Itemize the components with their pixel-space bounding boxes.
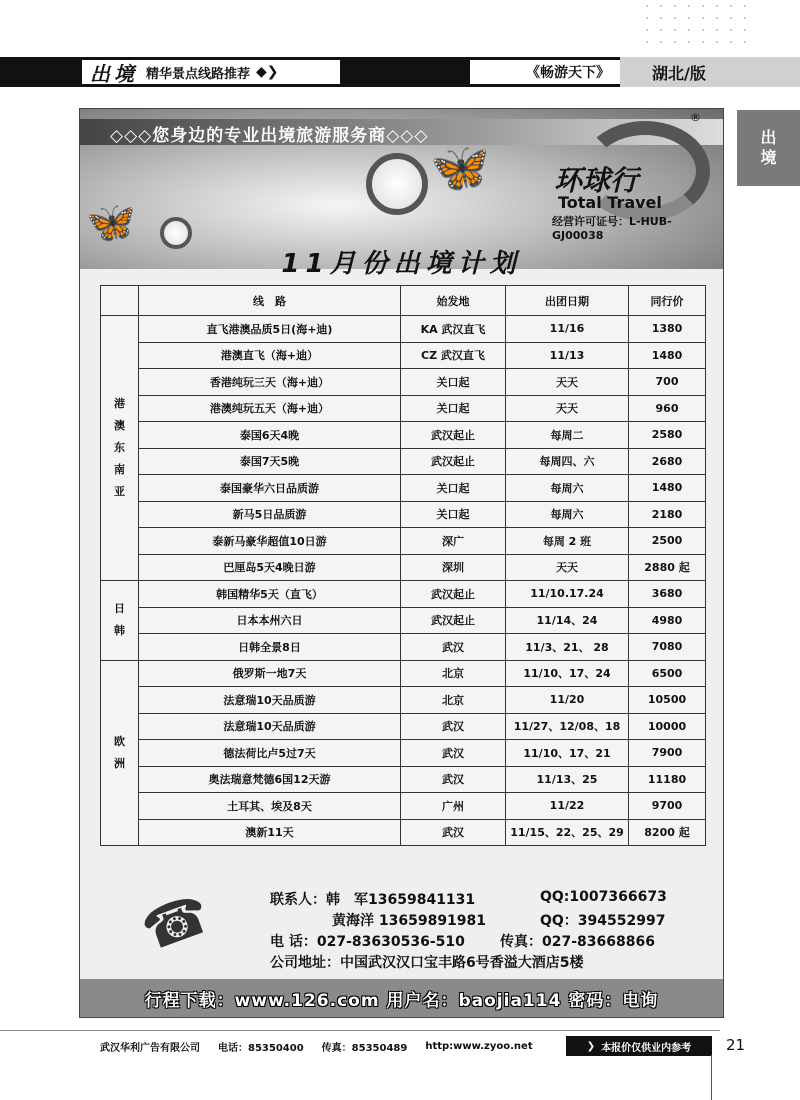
arrow-icon: ❯ — [586, 1040, 596, 1052]
page-footer — [0, 1037, 720, 1055]
region-char: 南 — [114, 463, 125, 476]
price-cell: 7900 — [629, 740, 706, 767]
route-cell: 泰国7天5晚 — [139, 448, 401, 475]
publisher-info — [100, 1037, 533, 1055]
origin-cell: 武汉 — [401, 713, 506, 740]
price-cell: 6500 — [629, 660, 706, 687]
itinerary-table — [100, 285, 706, 846]
route-cell: 巴厘岛5天4晚日游 — [139, 554, 401, 581]
contact-qq: QQ:1007366673 — [540, 889, 667, 905]
departure-date-cell: 每周二 — [506, 422, 629, 449]
origin-cell: 武汉起止 — [401, 422, 506, 449]
contact-tel: 电 话：027-83630536-510 — [270, 934, 465, 950]
departure-date-cell: 11/22 — [506, 793, 629, 820]
price-cell: 1480 — [629, 342, 706, 369]
butterfly-icon: 🦋 — [430, 140, 490, 196]
contact-section — [80, 877, 723, 977]
price-cell: 960 — [629, 395, 706, 422]
table-row — [101, 687, 706, 714]
table-header-row — [101, 286, 706, 316]
price-cell: 2580 — [629, 422, 706, 449]
price-cell: 7080 — [629, 634, 706, 661]
ring-decoration — [366, 153, 428, 215]
departure-date-cell: 11/20 — [506, 687, 629, 714]
route-cell: 直飞港澳品质5日(海+迪) — [139, 316, 401, 343]
contact-qq-2: QQ：394552997 — [540, 913, 666, 929]
route-cell: 泰新马豪华超值10日游 — [139, 528, 401, 555]
route-cell: 韩国精华5天（直飞） — [139, 581, 401, 608]
page-header-bar — [0, 57, 800, 87]
departure-date-cell: 11/27、12/08、18 — [506, 713, 629, 740]
table-row — [101, 581, 706, 608]
price-cell: 1480 — [629, 475, 706, 502]
publisher-tel: 电话：85350400 — [218, 1042, 304, 1054]
table-row — [101, 634, 706, 661]
telephone-icon: ☎ — [133, 881, 219, 964]
route-cell: 泰国豪华六日品质游 — [139, 475, 401, 502]
price-cell: 1380 — [629, 316, 706, 343]
table-row — [101, 342, 706, 369]
price-cell: 700 — [629, 369, 706, 396]
margin-line — [711, 1055, 712, 1100]
region-char: 欧 — [114, 734, 125, 748]
region-cell — [101, 316, 139, 581]
origin-cell: 深圳 — [401, 554, 506, 581]
magazine-name: 《畅游天下》 — [470, 60, 620, 84]
origin-cell: 武汉 — [401, 819, 506, 846]
departure-date-cell: 11/13 — [506, 342, 629, 369]
departure-date-cell: 每周四、六 — [506, 448, 629, 475]
region-cell — [101, 581, 139, 661]
plan-title: 11月份出境计划 — [281, 249, 522, 279]
section-brand: 出境 — [90, 61, 138, 86]
origin-cell: 武汉 — [401, 634, 506, 661]
price-cell: 10000 — [629, 713, 706, 740]
route-cell: 法意瑞10天品质游 — [139, 713, 401, 740]
publisher-fax: 传真：85350489 — [321, 1042, 408, 1054]
region-char: 东 — [114, 441, 125, 454]
origin-cell: 广州 — [401, 793, 506, 820]
table-row — [101, 528, 706, 555]
price-cell: 9700 — [629, 793, 706, 820]
region-char: 韩 — [114, 624, 125, 638]
download-strip — [80, 979, 723, 1017]
table-row — [101, 766, 706, 793]
table-row — [101, 819, 706, 846]
contact-person-2: 黄海洋 13659891981 — [332, 913, 487, 929]
table-row — [101, 607, 706, 634]
departure-date-cell: 天天 — [506, 395, 629, 422]
table-row — [101, 395, 706, 422]
registered-mark: ® — [690, 111, 701, 124]
region-char: 亚 — [114, 485, 125, 498]
footer-divider — [0, 1030, 720, 1031]
publisher-name: 武汉华利广告有限公司 — [100, 1042, 200, 1054]
departure-date-cell: 11/10、17、21 — [506, 740, 629, 767]
price-cell: 2500 — [629, 528, 706, 555]
publisher-url[interactable]: http:www.zyoo.net — [425, 1040, 533, 1052]
price-note — [566, 1036, 712, 1056]
table-row — [101, 740, 706, 767]
departure-date-cell: 11/10.17.24 — [506, 581, 629, 608]
ad-slogan: ◇◇◇您身边的专业出境旅游服务商◇◇◇ — [110, 126, 429, 146]
header-cell: 始发地 — [401, 286, 506, 316]
decorative-dots — [640, 0, 750, 50]
origin-cell: 深广 — [401, 528, 506, 555]
price-cell: 2880 起 — [629, 554, 706, 581]
origin-cell: 关口起 — [401, 395, 506, 422]
route-cell: 土耳其、埃及8天 — [139, 793, 401, 820]
page-number: 21 — [726, 1036, 746, 1054]
price-cell: 2680 — [629, 448, 706, 475]
logo-chinese: 环球行 — [554, 164, 639, 197]
departure-date-cell: 11/16 — [506, 316, 629, 343]
price-cell: 11180 — [629, 766, 706, 793]
table-row — [101, 660, 706, 687]
departure-date-cell: 11/14、24 — [506, 607, 629, 634]
edition-label: 湖北/版 — [620, 57, 800, 87]
table-row — [101, 713, 706, 740]
logo-english: Total Travel — [558, 193, 662, 212]
departure-date-cell: 11/3、21、 28 — [506, 634, 629, 661]
origin-cell: 关口起 — [401, 475, 506, 502]
route-cell: 港澳纯玩五天（海+迪） — [139, 395, 401, 422]
origin-cell: 武汉起止 — [401, 607, 506, 634]
departure-date-cell: 11/13、25 — [506, 766, 629, 793]
table-row — [101, 793, 706, 820]
section-label — [82, 60, 340, 84]
region-char: 日 — [114, 602, 125, 616]
company-address: 公司地址：中国武汉汉口宝丰路6号香溢大酒店5楼 — [270, 955, 584, 971]
route-cell: 日本本州六日 — [139, 607, 401, 634]
route-cell: 泰国6天4晚 — [139, 422, 401, 449]
table-row — [101, 369, 706, 396]
origin-cell: 武汉起止 — [401, 581, 506, 608]
origin-cell: 武汉 — [401, 740, 506, 767]
departure-date-cell: 11/15、22、25、29 — [506, 819, 629, 846]
origin-cell: 关口起 — [401, 501, 506, 528]
section-subtitle: 精华景点线路推荐 — [146, 66, 251, 82]
origin-cell: 北京 — [401, 687, 506, 714]
route-cell: 日韩全景8日 — [139, 634, 401, 661]
table-row — [101, 448, 706, 475]
contact-person: 联系人：韩 军13659841131 — [270, 892, 476, 908]
region-cell — [101, 660, 139, 846]
departure-date-cell: 每周六 — [506, 475, 629, 502]
price-cell: 2180 — [629, 501, 706, 528]
table-row — [101, 554, 706, 581]
region-char: 港 — [114, 397, 125, 410]
departure-date-cell: 11/10、17、24 — [506, 660, 629, 687]
table-row — [101, 501, 706, 528]
license-number: 经营许可证号：L-HUB-GJ00038 — [552, 215, 672, 242]
header-cell — [101, 286, 139, 316]
side-tab-char: 境 — [760, 148, 777, 167]
header-cell: 线 路 — [139, 286, 401, 316]
origin-cell: 关口起 — [401, 369, 506, 396]
route-cell: 香港纯玩三天（海+迪） — [139, 369, 401, 396]
route-cell: 奥法瑞意梵德6国12天游 — [139, 766, 401, 793]
diamond-arrow-icon: ◆❯ — [256, 64, 279, 80]
table-row — [101, 475, 706, 502]
price-cell: 10500 — [629, 687, 706, 714]
price-cell: 8200 起 — [629, 819, 706, 846]
route-cell: 新马5日品质游 — [139, 501, 401, 528]
origin-cell: 武汉起止 — [401, 448, 506, 475]
origin-cell: CZ 武汉直飞 — [401, 342, 506, 369]
route-cell: 法意瑞10天品质游 — [139, 687, 401, 714]
route-cell: 澳新11天 — [139, 819, 401, 846]
header-cell: 出团日期 — [506, 286, 629, 316]
origin-cell: 武汉 — [401, 766, 506, 793]
route-cell: 德法荷比卢5过7天 — [139, 740, 401, 767]
departure-date-cell: 天天 — [506, 369, 629, 396]
origin-cell: 北京 — [401, 660, 506, 687]
route-cell: 俄罗斯一地7天 — [139, 660, 401, 687]
region-char: 洲 — [114, 756, 125, 770]
download-info: 行程下载：www.126.com 用户名：baojia114 密码：电询 — [144, 990, 659, 1011]
departure-date-cell: 天天 — [506, 554, 629, 581]
departure-date-cell: 每周六 — [506, 501, 629, 528]
travel-advertisement — [79, 108, 724, 1018]
contact-fax: 传真：027-83668866 — [500, 934, 655, 950]
header-cell: 同行价 — [629, 286, 706, 316]
route-cell: 港澳直飞（海+迪） — [139, 342, 401, 369]
price-cell: 3680 — [629, 581, 706, 608]
region-char: 澳 — [114, 419, 125, 432]
section-side-tab — [737, 110, 800, 186]
table-row — [101, 316, 706, 343]
side-tab-char: 出 — [760, 128, 777, 147]
origin-cell: KA 武汉直飞 — [401, 316, 506, 343]
price-note-text: 本报价仅供业内参考 — [601, 1042, 692, 1054]
table-row — [101, 422, 706, 449]
departure-date-cell: 每周 2 班 — [506, 528, 629, 555]
butterfly-icon: 🦋 — [86, 200, 136, 246]
price-cell: 4980 — [629, 607, 706, 634]
